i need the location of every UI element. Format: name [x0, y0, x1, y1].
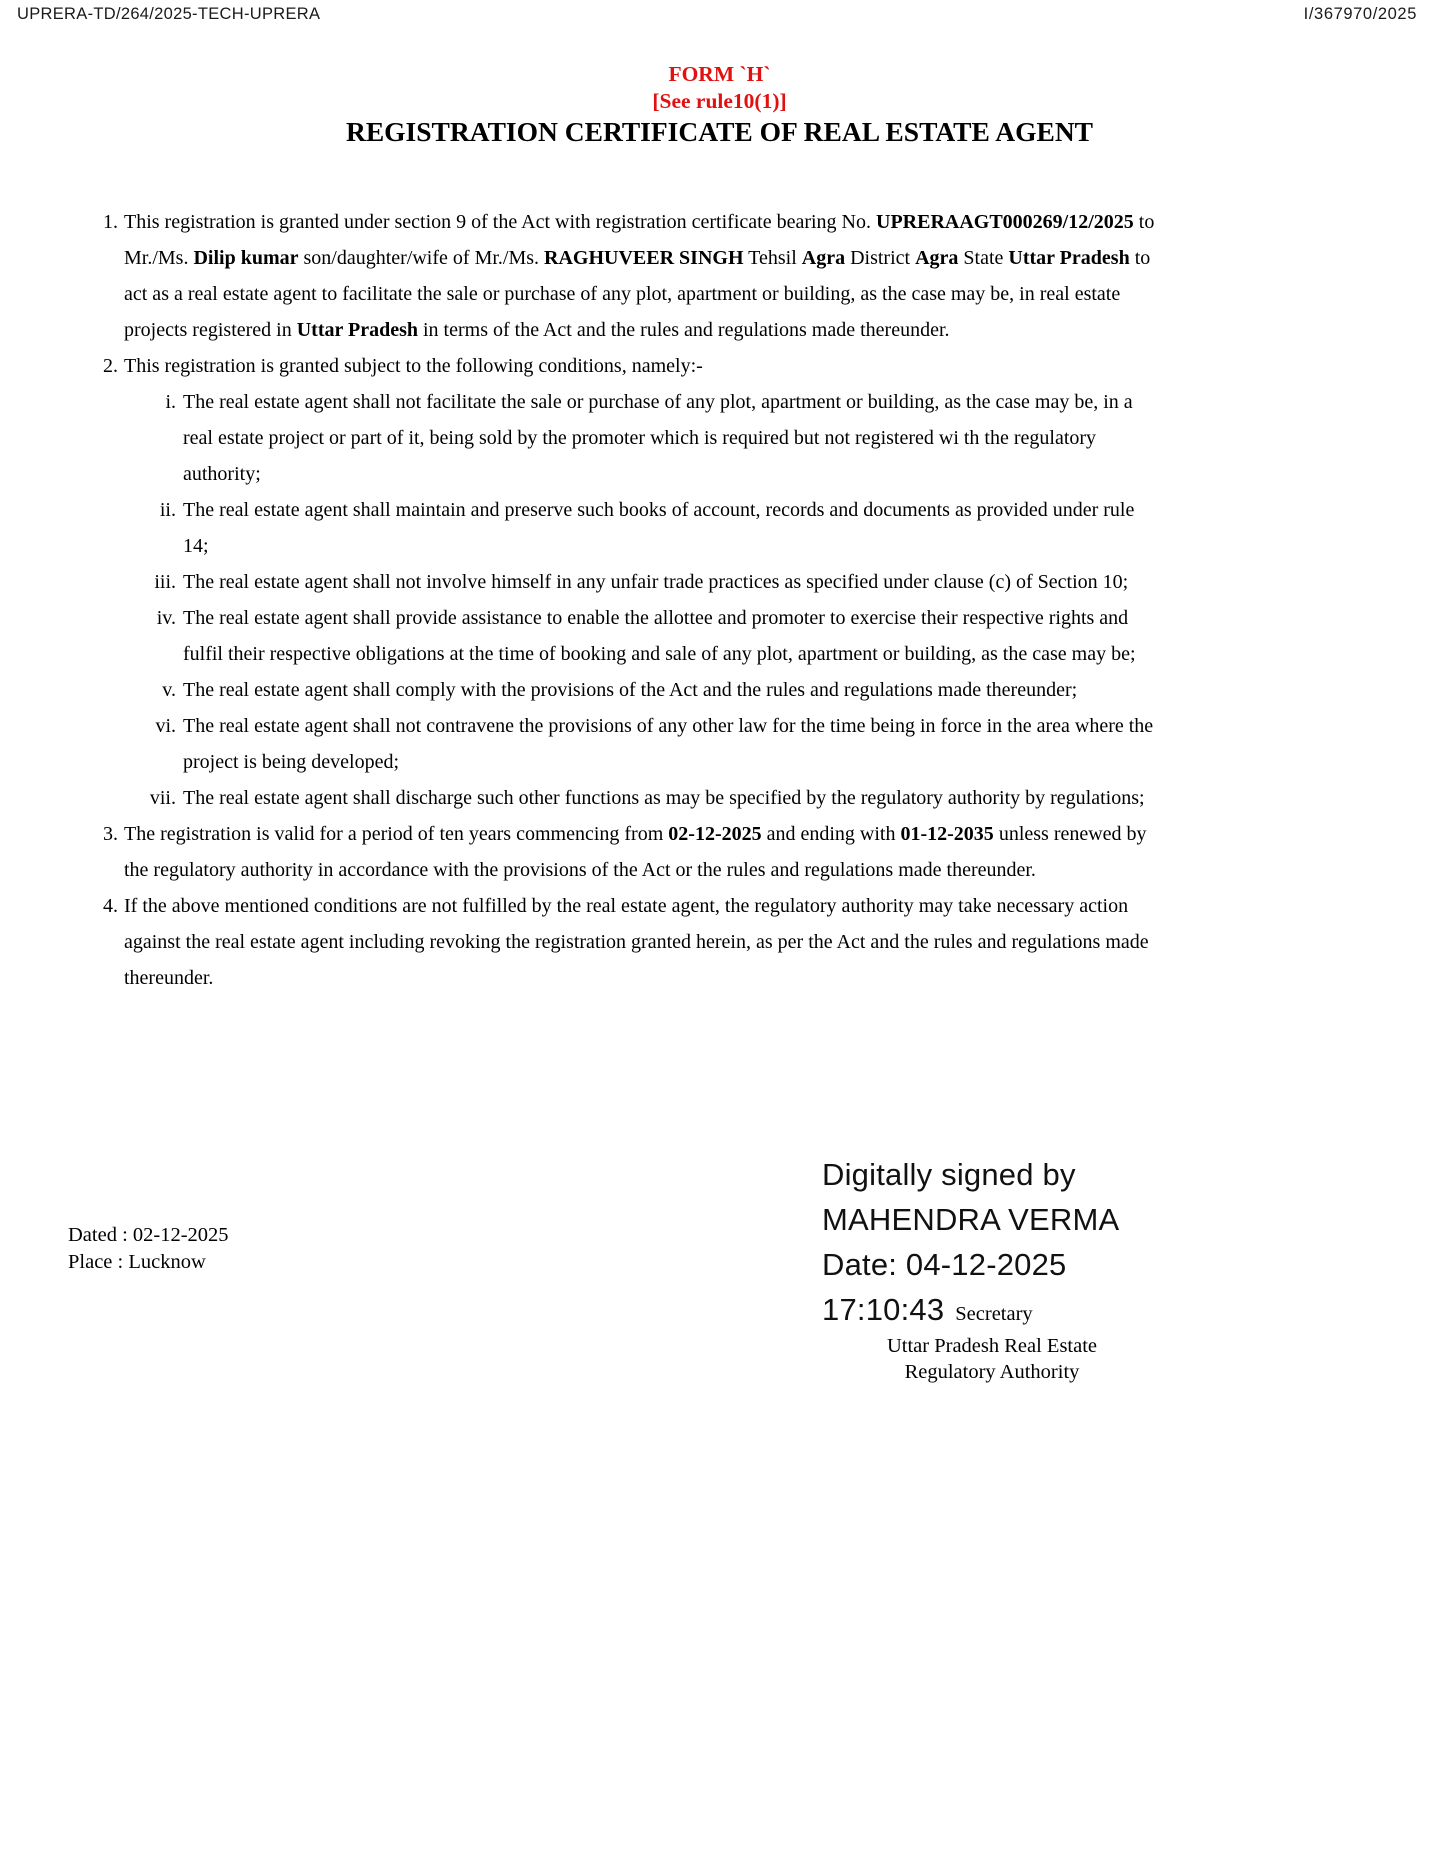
condition-ii: [124, 492, 1155, 564]
conditions-list: [124, 384, 1155, 816]
condition-number: vii.: [149, 787, 176, 809]
dated-line: Dated : 02-12-2025: [68, 1224, 229, 1246]
condition-number: i.: [165, 391, 176, 413]
signature-date: Date: 04-12-2025: [822, 1247, 1067, 1282]
clause-text: If the above mentioned conditions are not fulfilled by the real estate agent, the regulatory authority may take necessary action against the real estate agent including revoking the registration granted herein, as per the Act and the rules and regulations made thereunder.: [124, 895, 1149, 989]
clause-text: This registration is granted under section 9 of the Act with registration certificate bearing No. UPRERAAGT000269/12/2025 to Mr./Ms. Dilip kumar son/daughter/wife of Mr./Ms. RAGHUVEER SINGH Tehsil Agra District Agra State Uttar Pradesh to act as a real estate agent to facilitate the sale or purchase of any plot, apartment or building, as the case may be, in real estate projects registered in Uttar Pradesh in terms of the Act and the rules and regulations made thereunder.: [124, 211, 1155, 341]
clause-1: [103, 204, 1155, 348]
condition-text: The real estate agent shall not facilitate the sale or purchase of any plot, apartment or building, as the case may be, in a real estate project or part of it, being sold by the promoter which is required but not registered wi th the regulatory authority;: [183, 391, 1133, 485]
signature-signed-by: Digitally signed by: [822, 1157, 1076, 1192]
organization-line-2: Regulatory Authority: [904, 1361, 1080, 1383]
clause-2: [103, 348, 1155, 816]
signatory-role: Secretary: [955, 1303, 1033, 1325]
clause-4: [103, 888, 1155, 996]
place-line: Place : Lucknow: [68, 1250, 206, 1273]
condition-vi: [124, 708, 1155, 780]
condition-vii: [124, 780, 1155, 816]
condition-text: The real estate agent shall maintain and preserve such books of account, records and documents as provided under rule 14;: [183, 499, 1135, 557]
clause-number: 4.: [103, 895, 118, 917]
clause-text: The registration is valid for a period of ten years commencing from 02-12-2025 and ending with 01-12-2035 unless renewed by the regulatory authority in accordance with the provisions of the Act or the rules and regulations made thereunder.: [124, 823, 1147, 881]
clause-2-lead: This registration is granted subject to the following conditions, namely:-: [124, 355, 703, 377]
condition-number: v.: [162, 679, 176, 701]
document-reference-right: I/367970/2025: [1303, 5, 1417, 23]
signature-signer-name: MAHENDRA VERMA: [822, 1202, 1120, 1237]
signatory-organization: [822, 1333, 1162, 1385]
condition-iii: [124, 564, 1155, 600]
rule-reference: [See rule10(1)]: [652, 89, 787, 113]
condition-number: vi.: [155, 715, 176, 737]
dated-place-block: [68, 1222, 229, 1275]
signature-time-row: [822, 1287, 1222, 1332]
clause-number: 3.: [103, 823, 118, 845]
condition-text: The real estate agent shall discharge such other functions as may be specified by the regulatory authority by regulations;: [183, 787, 1145, 809]
condition-i: [124, 384, 1155, 492]
clause-3: [103, 816, 1155, 888]
condition-iv: [124, 600, 1155, 672]
condition-text: The real estate agent shall not involve himself in any unfair trade practices as specified under clause (c) of Section 10;: [183, 571, 1129, 593]
condition-number: iii.: [154, 571, 176, 593]
document-reference-left: UPRERA-TD/264/2025-TECH-UPRERA: [17, 5, 321, 23]
clause-text: [124, 348, 1155, 816]
clause-number: 1.: [103, 211, 118, 233]
digital-signature-block: [822, 1152, 1222, 1385]
signature-time: 17:10:43: [822, 1292, 945, 1327]
condition-number: ii.: [159, 499, 176, 521]
condition-v: [124, 672, 1155, 708]
condition-text: The real estate agent shall not contravene the provisions of any other law for the time being in force in the area where the project is being developed;: [183, 715, 1154, 773]
condition-text: The real estate agent shall provide assistance to enable the allottee and promoter to exercise their respective rights and fulfil their respective obligations at the time of booking and sale of any plot, apartment or building, as the case may be;: [183, 607, 1136, 665]
condition-text: The real estate agent shall comply with the provisions of the Act and the rules and regulations made thereunder;: [183, 679, 1078, 701]
condition-number: iv.: [156, 607, 176, 629]
certificate-body: [103, 204, 1155, 996]
form-name: FORM `H`: [668, 62, 771, 86]
clause-number: 2.: [103, 355, 118, 377]
organization-line-1: Uttar Pradesh Real Estate: [886, 1335, 1098, 1357]
page-title: REGISTRATION CERTIFICATE OF REAL ESTATE AGENT: [345, 116, 1094, 147]
title-block: [0, 61, 1439, 147]
